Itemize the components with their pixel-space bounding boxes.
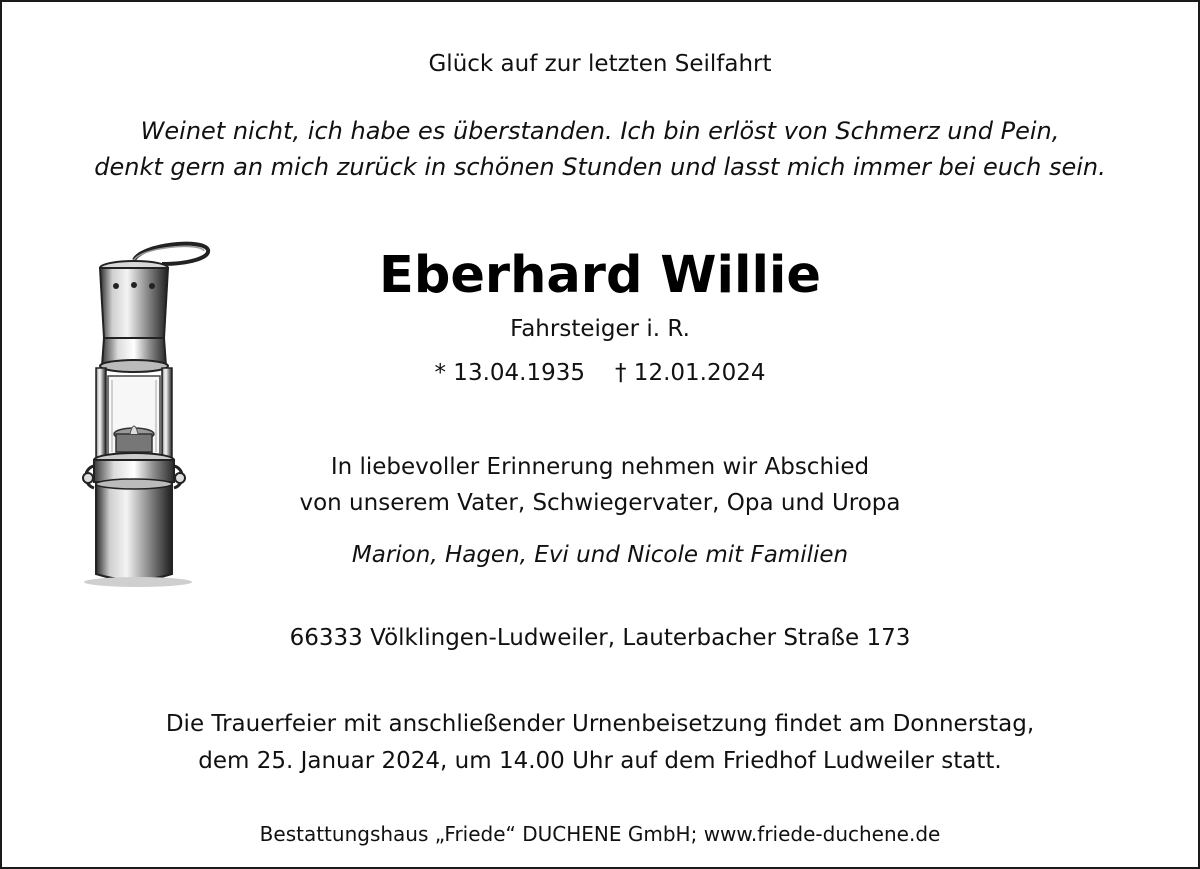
verse-line-1: Weinet nicht, ich habe es überstanden. Ich bin erlöst von Schmerz und Pein, [140, 117, 1060, 145]
mourning-address: 66333 Völklingen-Ludweiler, Lauterbacher Straße 173 [289, 625, 911, 651]
family-names: Marion, Hagen, Evi und Nicole mit Familien [351, 542, 849, 568]
undertaker-info: Bestattungshaus „Friede“ DUCHENE GmbH; www.friede-duchene.de [259, 822, 941, 846]
deceased-name: Eberhard Willie [379, 246, 821, 305]
birth-date: * 13.04.1935 [434, 360, 585, 386]
ceremony-info-line-1: Die Trauerfeier mit anschließender Urnenbeisetzung findet am Donnerstag, [165, 711, 1035, 737]
deceased-title: Fahrsteiger i. R. [510, 316, 690, 342]
verse-line-2: denkt gern an mich zurück in schönen Stunden und lasst mich immer bei euch sein. [94, 153, 1106, 181]
farewell-message-line-2: von unserem Vater, Schwiegervater, Opa und Uropa [299, 490, 901, 516]
ceremony-info-line-2: dem 25. Januar 2024, um 14.00 Uhr auf dem Friedhof Ludweiler statt. [198, 748, 1002, 774]
farewell-message-line-1: In liebevoller Erinnerung nehmen wir Abschied [330, 454, 870, 480]
motto: Glück auf zur letzten Seilfahrt [428, 51, 772, 77]
life-dates [2, 360, 1198, 386]
death-date: † 12.01.2024 [615, 360, 766, 386]
